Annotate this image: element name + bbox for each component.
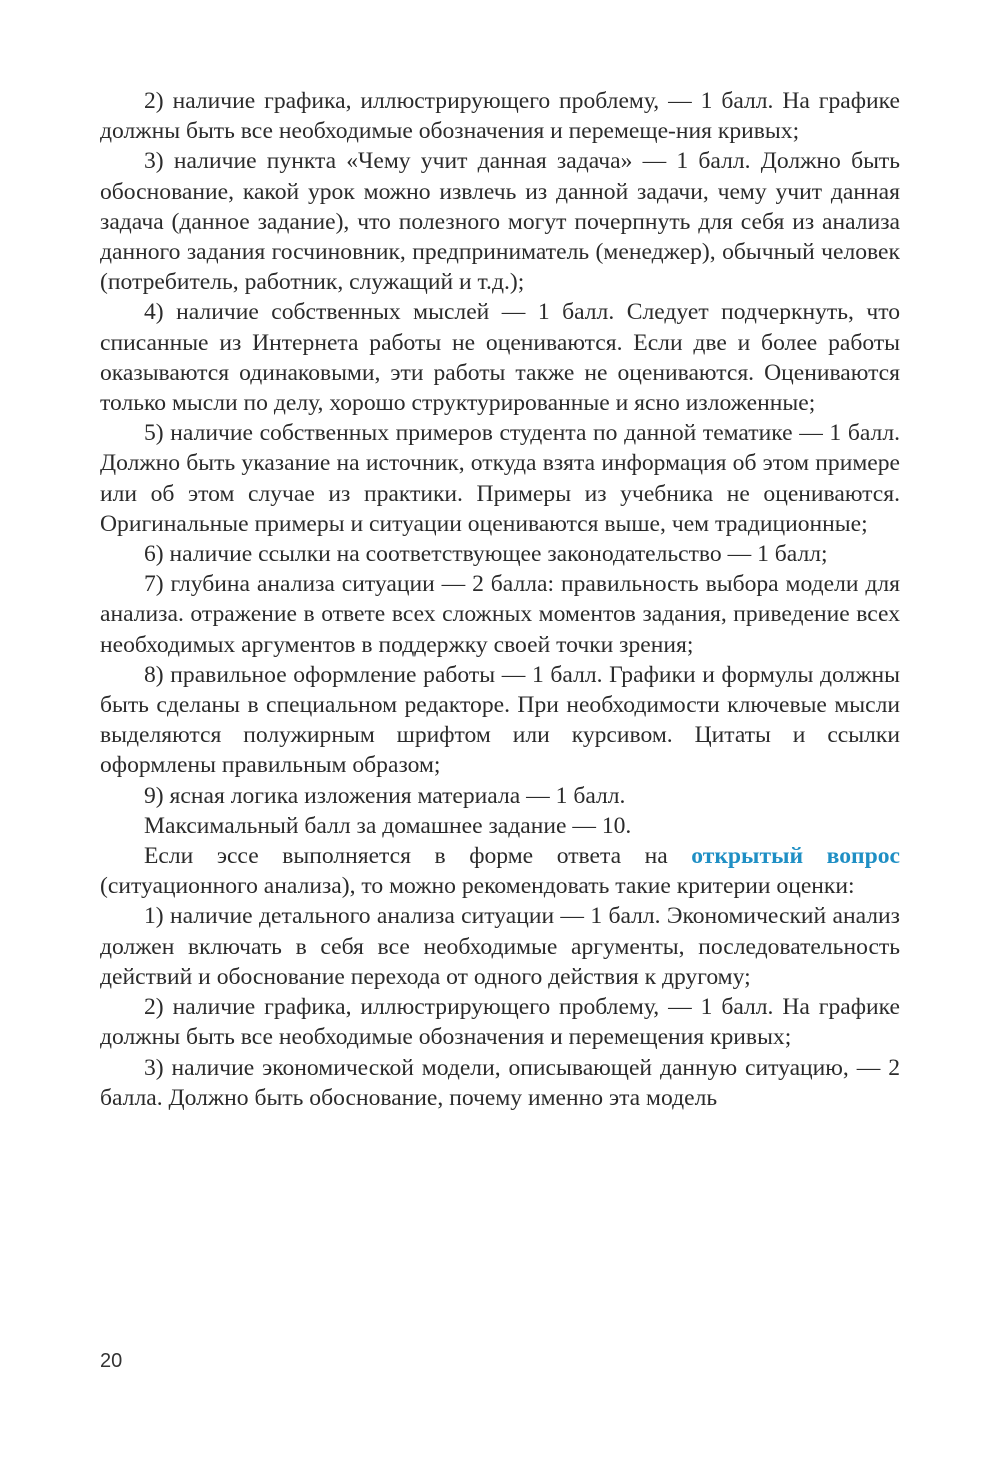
paragraph-criterion-4: 4) наличие собственных мыслей — 1 балл. Следует подчеркнуть, что списанные из Интернета работы не оцениваются. Если две и более работы оказываются одинаковыми, эти работы также не оцениваются. Оцениваются только мысли по делу, хорошо структурированные и ясно изложенные; (100, 299, 900, 417)
body-text (100, 86, 900, 1113)
paragraph-open-criterion-3: 3) наличие экономической модели, описывающей данную ситуацию, — 2 балла. Должно быть обоснование, почему именно эта модель (100, 1054, 900, 1111)
paragraph-criterion-9: 9) ясная логика изложения материала — 1 балл. (144, 782, 626, 809)
paragraph-criterion-8: 8) правильное оформление работы — 1 балл. Графики и формулы должны быть сделаны в специальном редакторе. При необходимости ключевые мысли выделяются полужирным шрифтом или курсивом. Цитаты и ссылки оформлены правильным образом; (100, 661, 900, 779)
paragraph-criterion-6: 6) наличие ссылки на соответствующее законодательство — 1 балл; (144, 541, 828, 568)
intro-text-after: (ситуационного анализа), то можно рекомендовать такие критерии оценки: (100, 873, 855, 900)
page-number: 20 (100, 1350, 123, 1372)
paragraph-open-criterion-1: 1) наличие детального анализа ситуации — 1 балл. Экономический анализ должен включать в себя все необходимые аргументы, последовательность действий и обоснование перехода от одного действия к другому; (100, 903, 900, 990)
paragraph-criterion-5: 5) наличие собственных примеров студента по данной тематике — 1 балл. Должно быть указание на источник, откуда взята информация об этом примере или об этом случае из практики. Примеры из учебника не оцениваются. Оригинальные примеры и ситуации оцениваются выше, чем традиционные; (100, 420, 900, 537)
paragraph-max-score: Максимальный балл за домашнее задание — 10. (144, 812, 632, 839)
paragraph-open-criterion-2: 2) наличие графика, иллюстрирующего проблему, — 1 балл. На графике должны быть все необходимые обозначения и перемещения кривых; (100, 994, 900, 1051)
highlight-term: открытый вопрос (691, 843, 900, 870)
paragraph-criterion-3: 3) наличие пункта «Чему учит данная задача» — 1 балл. Должно быть обоснование, какой урок можно извлечь из данной задачи, чему учит данная задача (данное задание), что полезного могут почерпнуть для себя из анализа данного задания госчиновник, предприниматель (менеджер), обычный человек (потребитель, работник, служащий и т.д.); (100, 148, 900, 296)
intro-text-before: Если эссе выполняется в форме ответа на (144, 843, 692, 870)
paragraph-criterion-7: 7) глубина анализа ситуации — 2 балла: правильность выбора модели для анализа. отражение в ответе всех сложных моментов задания, приведение всех необходимых аргументов в поддержку своей точки зрения; (100, 571, 900, 658)
paragraph-open-question-intro (100, 841, 900, 901)
paragraph-criterion-2: 2) наличие графика, иллюстрирующего проблему, — 1 балл. На графике должны быть все необходимые обозначения и перемеще-ния кривых; (100, 88, 900, 145)
